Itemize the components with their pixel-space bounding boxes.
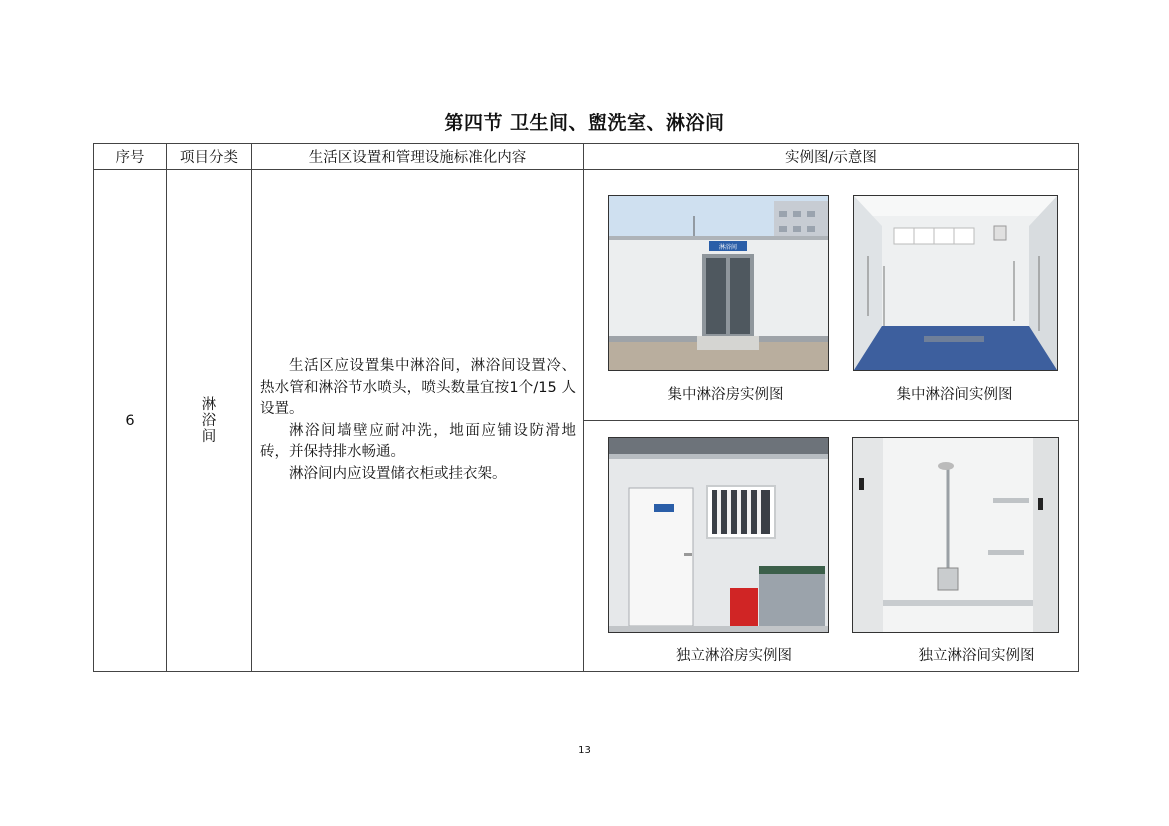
header-content: 生活区设置和管理设施标准化内容 bbox=[252, 144, 584, 170]
category-text: 淋浴间 bbox=[201, 396, 217, 445]
caption-central-shower-room: 集中淋浴间实例图 bbox=[896, 387, 1013, 403]
content-paragraph-3: 淋浴间内应设置储衣柜或挂衣架。 bbox=[289, 465, 507, 482]
photo-central-shower-room bbox=[853, 195, 1058, 371]
shower-room-sign-text: 淋浴间 bbox=[718, 244, 738, 251]
image-cell-bottom bbox=[584, 421, 1079, 672]
seq-cell: 6 bbox=[94, 170, 167, 672]
header-category: 项目分类 bbox=[167, 144, 252, 170]
photo-central-shower-house bbox=[608, 195, 829, 371]
caption-central-shower-house: 集中淋浴房实例图 bbox=[667, 387, 784, 403]
section-title: 第四节 卫生间、盥洗室、淋浴间 bbox=[444, 112, 725, 134]
page-number: 13 bbox=[578, 745, 591, 756]
image-cell-top bbox=[584, 170, 1079, 421]
content-cell bbox=[252, 170, 584, 672]
table-row bbox=[94, 170, 1079, 421]
caption-independent-shower-house: 独立淋浴房实例图 bbox=[676, 648, 792, 664]
header-seq: 序号 bbox=[94, 144, 167, 170]
photo-independent-shower-room bbox=[852, 437, 1059, 633]
content-paragraph-1: 生活区应设置集中淋浴间，淋浴间设置冷、热水管和淋浴节水喷头，喷头数量宜按1个/15 人设置。 bbox=[260, 358, 576, 417]
table-header-row bbox=[94, 144, 1079, 170]
content-paragraph-2: 淋浴间墙壁应耐冲洗，地面应铺设防滑地砖，并保持排水畅通。 bbox=[260, 422, 576, 460]
caption-independent-shower-room: 独立淋浴间实例图 bbox=[918, 648, 1035, 664]
header-images: 实例图/示意图 bbox=[584, 144, 1079, 170]
standards-table bbox=[93, 143, 1079, 672]
photo-independent-shower-house bbox=[608, 437, 829, 633]
category-cell bbox=[167, 170, 252, 672]
